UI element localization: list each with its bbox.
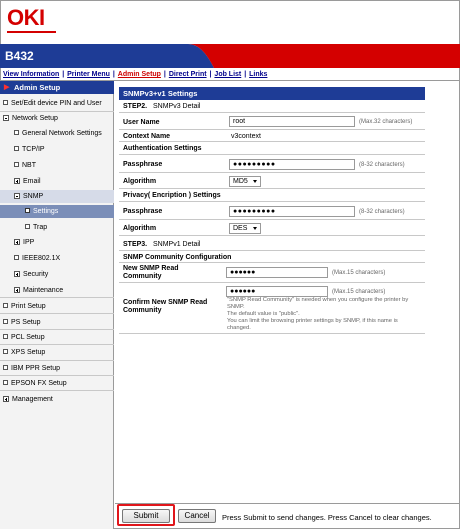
row-divider bbox=[119, 235, 425, 236]
bullet-icon bbox=[3, 303, 8, 308]
bullet-icon bbox=[3, 365, 8, 370]
priv-passphrase-label: Passphrase bbox=[123, 208, 163, 215]
bullet-icon bbox=[3, 100, 8, 105]
sidebar-header[interactable]: ▶ Admin Setup bbox=[0, 81, 114, 94]
expand-icon[interactable] bbox=[14, 271, 20, 277]
expand-icon[interactable] bbox=[3, 396, 9, 402]
bullet-icon bbox=[3, 319, 8, 324]
context-name-row bbox=[119, 131, 425, 142]
priv-passphrase-input[interactable]: ●●●●●●●●● bbox=[229, 206, 355, 217]
confirm-read-community-hint: (Max.15 characters) bbox=[332, 289, 386, 295]
cancel-button[interactable]: Cancel bbox=[178, 509, 216, 523]
row-divider bbox=[119, 112, 425, 113]
sidebar-divider bbox=[0, 313, 114, 314]
sidebar-item-set-pin[interactable]: Set/Edit device PIN and User bbox=[3, 99, 102, 108]
expand-icon[interactable] bbox=[14, 178, 20, 184]
sidebar-divider bbox=[0, 344, 114, 345]
privacy-settings-header: Privacy( Encription ) Settings bbox=[119, 190, 425, 202]
nav-direct-print[interactable]: Direct Print bbox=[168, 71, 207, 78]
bullet-icon bbox=[25, 224, 30, 229]
expand-icon[interactable] bbox=[14, 239, 20, 245]
priv-passphrase-row bbox=[119, 203, 425, 220]
priv-algorithm-select[interactable]: DES bbox=[229, 223, 261, 234]
new-read-community-hint: (Max.15 characters) bbox=[332, 270, 386, 276]
row-divider bbox=[119, 250, 425, 251]
confirm-read-community-input[interactable]: ●●●●●● bbox=[226, 286, 328, 297]
bullet-icon bbox=[25, 208, 30, 213]
sidebar-item-maintenance[interactable]: Maintenance bbox=[14, 286, 63, 295]
row-divider bbox=[119, 129, 425, 130]
auth-settings-header: Authentication Settings bbox=[119, 143, 425, 155]
bullet-icon bbox=[14, 255, 19, 260]
step2-row: STEP2. SNMPv3 Detail bbox=[119, 101, 425, 113]
auth-passphrase-input[interactable]: ●●●●●●●●● bbox=[229, 159, 355, 170]
auth-algorithm-select[interactable]: MD5 bbox=[229, 176, 261, 187]
nav-printer-menu[interactable]: Printer Menu bbox=[67, 71, 110, 78]
collapse-icon[interactable] bbox=[3, 115, 9, 121]
sidebar-item-management[interactable]: Management bbox=[3, 395, 53, 404]
context-name-value: v3context bbox=[231, 133, 261, 140]
user-name-row bbox=[119, 114, 425, 130]
sidebar-item-xps-setup[interactable]: XPS Setup bbox=[3, 348, 45, 357]
sidebar-item-email[interactable]: Email bbox=[14, 177, 41, 186]
sidebar-item-network-setup[interactable]: Network Setup bbox=[3, 114, 58, 123]
sidebar-item-print-setup[interactable]: Print Setup bbox=[3, 302, 46, 311]
user-name-input[interactable]: root bbox=[229, 116, 355, 127]
bullet-icon bbox=[14, 146, 19, 151]
community-help-note: "SNMP Read Community" is needed when you configure the printer by SNMP. The default value is "public". You can limit the browsing printer settings by SNMP, if this name is changed. bbox=[227, 297, 409, 331]
confirm-read-community-row bbox=[119, 284, 425, 332]
sidebar-divider bbox=[0, 360, 114, 361]
chevron-down-icon bbox=[253, 227, 257, 230]
top-navigation: View Information | Printer Menu | Admin Setup | Direct Print | Job List | Links bbox=[3, 71, 268, 78]
row-divider bbox=[119, 262, 425, 263]
sidebar-item-snmp[interactable]: SNMP bbox=[14, 192, 43, 201]
row-divider bbox=[119, 141, 425, 142]
auth-passphrase-row bbox=[119, 156, 425, 173]
auth-passphrase-label: Passphrase bbox=[123, 161, 163, 168]
sidebar-divider bbox=[0, 329, 114, 330]
logo-underline bbox=[7, 31, 56, 33]
new-read-community-input[interactable]: ●●●●●● bbox=[226, 267, 328, 278]
step3-row: STEP3. SNMPv1 Detail bbox=[119, 239, 425, 251]
community-config-header: SNMP Community Configuration bbox=[119, 252, 425, 263]
sidebar-item-ipp[interactable]: IPP bbox=[14, 238, 34, 247]
auth-algorithm-label: Algorithm bbox=[123, 178, 157, 185]
nav-view-information[interactable]: View Information bbox=[3, 71, 60, 78]
sidebar-item-ps-setup[interactable]: PS Setup bbox=[3, 318, 41, 327]
sidebar-item-ibm-ppr-setup[interactable]: IBM PPR Setup bbox=[3, 364, 60, 373]
page-title: SNMPv3+v1 Settings bbox=[119, 87, 425, 100]
row-divider bbox=[119, 172, 425, 173]
bullet-icon bbox=[3, 380, 8, 385]
auth-algorithm-row bbox=[119, 174, 425, 189]
auth-passphrase-hint: (8-32 characters) bbox=[359, 162, 405, 168]
bullet-icon bbox=[3, 349, 8, 354]
user-name-label: User Name bbox=[123, 119, 160, 126]
model-name: B432 bbox=[5, 49, 34, 63]
sidebar-divider bbox=[0, 375, 114, 376]
main-bottom-divider bbox=[119, 333, 425, 334]
sidebar-item-security[interactable]: Security bbox=[14, 270, 48, 279]
sidebar-item-snmp-settings[interactable]: Settings bbox=[25, 207, 58, 216]
context-name-label: Context Name bbox=[123, 133, 171, 140]
confirm-read-community-label: Confirm New SNMP Read Community bbox=[123, 299, 208, 314]
new-read-community-label: New SNMP Read Community bbox=[123, 265, 179, 280]
nav-admin-setup[interactable]: Admin Setup bbox=[117, 71, 161, 78]
footer-message: Press Submit to send changes. Press Cancel to clear changes. bbox=[222, 513, 432, 522]
bullet-icon bbox=[3, 334, 8, 339]
priv-passphrase-hint: (8-32 characters) bbox=[359, 209, 405, 215]
oki-logo: OKI bbox=[7, 5, 45, 30]
priv-algorithm-row bbox=[119, 221, 425, 236]
chevron-down-icon bbox=[253, 180, 257, 183]
bullet-icon bbox=[14, 130, 19, 135]
user-name-hint: (Max.32 characters) bbox=[359, 119, 413, 125]
sidebar-divider bbox=[0, 297, 114, 298]
arrow-icon: ▶ bbox=[4, 84, 10, 91]
row-divider bbox=[119, 188, 425, 189]
sidebar-item-epson-fx-setup[interactable]: EPSON FX Setup bbox=[3, 379, 67, 388]
new-read-community-row bbox=[119, 264, 425, 283]
expand-icon[interactable] bbox=[14, 287, 20, 293]
model-banner bbox=[0, 44, 460, 68]
sidebar-item-tcpip[interactable]: TCP/IP bbox=[14, 145, 45, 154]
sidebar-item-general-network[interactable]: General Network Settings bbox=[14, 129, 102, 138]
sidebar-item-ieee8021x[interactable]: IEEE802.1X bbox=[14, 254, 60, 263]
row-divider bbox=[119, 201, 425, 202]
sidebar-item-pcl-setup[interactable]: PCL Setup bbox=[3, 333, 45, 342]
sidebar bbox=[0, 81, 114, 529]
priv-algorithm-label: Algorithm bbox=[123, 225, 157, 232]
sidebar-item-snmp-trap[interactable]: Trap bbox=[25, 223, 47, 232]
row-divider bbox=[119, 219, 425, 220]
sidebar-divider bbox=[0, 111, 114, 112]
nav-job-list[interactable]: Job List bbox=[214, 71, 242, 78]
row-divider bbox=[119, 154, 425, 155]
sidebar-divider bbox=[0, 390, 114, 391]
nav-links[interactable]: Links bbox=[249, 71, 268, 78]
sidebar-item-nbt[interactable]: NBT bbox=[14, 161, 36, 170]
row-divider bbox=[119, 282, 425, 283]
submit-button[interactable]: Submit bbox=[122, 509, 170, 523]
collapse-icon[interactable] bbox=[14, 193, 20, 199]
bullet-icon bbox=[14, 162, 19, 167]
